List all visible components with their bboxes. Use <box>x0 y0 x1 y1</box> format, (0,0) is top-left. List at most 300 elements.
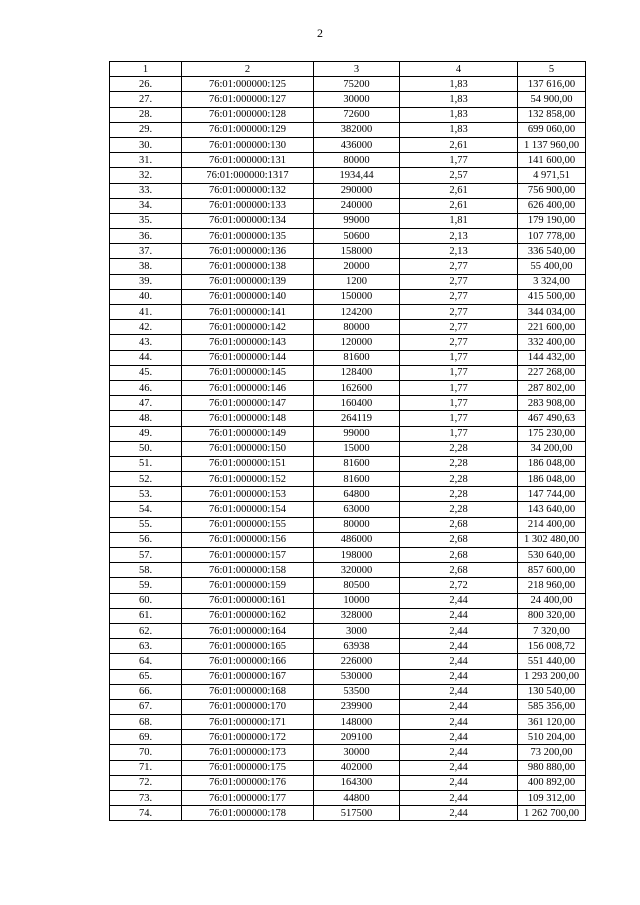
table-row <box>110 502 586 517</box>
cadastral-number-cell: 76:01:000000:151 <box>182 456 314 471</box>
amount-cell: 800 320,00 <box>518 608 586 623</box>
cadastral-number-cell: 76:01:000000:154 <box>182 502 314 517</box>
cadastral-number-cell: 76:01:000000:165 <box>182 639 314 654</box>
table-row <box>110 623 586 638</box>
amount-cell: 55 400,00 <box>518 259 586 274</box>
row-number-cell: 67. <box>110 699 182 714</box>
table-row <box>110 791 586 806</box>
cadastral-number-cell: 76:01:000000:125 <box>182 77 314 92</box>
cadastral-number-cell: 76:01:000000:143 <box>182 335 314 350</box>
cadastral-number-cell: 76:01:000000:149 <box>182 426 314 441</box>
cadastral-number-cell: 76:01:000000:141 <box>182 305 314 320</box>
header-cell: 5 <box>518 62 586 77</box>
rate-cell: 2,61 <box>400 198 518 213</box>
amount-cell: 1 293 200,00 <box>518 669 586 684</box>
rate-cell: 1,77 <box>400 153 518 168</box>
rate-cell: 2,77 <box>400 305 518 320</box>
value-cell: 239900 <box>314 699 400 714</box>
row-number-cell: 37. <box>110 244 182 259</box>
rate-cell: 2,61 <box>400 137 518 152</box>
cadastral-number-cell: 76:01:000000:133 <box>182 198 314 213</box>
cadastral-number-cell: 76:01:000000:171 <box>182 715 314 730</box>
value-cell: 124200 <box>314 305 400 320</box>
cadastral-number-cell: 76:01:000000:132 <box>182 183 314 198</box>
amount-cell: 336 540,00 <box>518 244 586 259</box>
value-cell: 530000 <box>314 669 400 684</box>
value-cell: 63000 <box>314 502 400 517</box>
table-row <box>110 213 586 228</box>
table-row <box>110 365 586 380</box>
header-cell: 1 <box>110 62 182 77</box>
table-row <box>110 335 586 350</box>
amount-cell: 756 900,00 <box>518 183 586 198</box>
amount-cell: 109 312,00 <box>518 791 586 806</box>
rate-cell: 2,44 <box>400 715 518 730</box>
amount-cell: 1 262 700,00 <box>518 806 586 821</box>
cadastral-number-cell: 76:01:000000:158 <box>182 563 314 578</box>
row-number-cell: 31. <box>110 153 182 168</box>
cadastral-number-cell: 76:01:000000:167 <box>182 669 314 684</box>
cadastral-number-cell: 76:01:000000:148 <box>182 411 314 426</box>
table-row <box>110 320 586 335</box>
row-number-cell: 68. <box>110 715 182 730</box>
value-cell: 486000 <box>314 532 400 547</box>
amount-cell: 214 400,00 <box>518 517 586 532</box>
table-row <box>110 745 586 760</box>
table-row <box>110 244 586 259</box>
value-cell: 320000 <box>314 563 400 578</box>
rate-cell: 1,83 <box>400 77 518 92</box>
value-cell: 30000 <box>314 92 400 107</box>
row-number-cell: 74. <box>110 806 182 821</box>
table-row <box>110 578 586 593</box>
amount-cell: 530 640,00 <box>518 548 586 563</box>
value-cell: 128400 <box>314 365 400 380</box>
rate-cell: 1,81 <box>400 213 518 228</box>
cadastral-number-cell: 76:01:000000:146 <box>182 380 314 395</box>
amount-cell: 4 971,51 <box>518 168 586 183</box>
rate-cell: 2,44 <box>400 654 518 669</box>
row-number-cell: 72. <box>110 775 182 790</box>
table-header-row <box>110 62 586 77</box>
table-row <box>110 730 586 745</box>
data-table <box>109 61 586 821</box>
table-row <box>110 532 586 547</box>
header-cell: 3 <box>314 62 400 77</box>
rate-cell: 2,77 <box>400 320 518 335</box>
cadastral-number-cell: 76:01:000000:131 <box>182 153 314 168</box>
value-cell: 290000 <box>314 183 400 198</box>
table-row <box>110 122 586 137</box>
rate-cell: 2,68 <box>400 548 518 563</box>
cadastral-number-cell: 76:01:000000:144 <box>182 350 314 365</box>
rate-cell: 2,44 <box>400 775 518 790</box>
row-number-cell: 60. <box>110 593 182 608</box>
row-number-cell: 29. <box>110 122 182 137</box>
table-row <box>110 168 586 183</box>
table-row <box>110 380 586 395</box>
cadastral-number-cell: 76:01:000000:157 <box>182 548 314 563</box>
amount-cell: 73 200,00 <box>518 745 586 760</box>
row-number-cell: 36. <box>110 229 182 244</box>
amount-cell: 585 356,00 <box>518 699 586 714</box>
cadastral-number-cell: 76:01:000000:134 <box>182 213 314 228</box>
row-number-cell: 48. <box>110 411 182 426</box>
amount-cell: 156 008,72 <box>518 639 586 654</box>
rate-cell: 2,44 <box>400 593 518 608</box>
row-number-cell: 53. <box>110 487 182 502</box>
value-cell: 162600 <box>314 380 400 395</box>
amount-cell: 186 048,00 <box>518 472 586 487</box>
value-cell: 63938 <box>314 639 400 654</box>
amount-cell: 3 324,00 <box>518 274 586 289</box>
amount-cell: 107 778,00 <box>518 229 586 244</box>
rate-cell: 2,28 <box>400 456 518 471</box>
rate-cell: 2,13 <box>400 229 518 244</box>
amount-cell: 144 432,00 <box>518 350 586 365</box>
value-cell: 53500 <box>314 684 400 699</box>
row-number-cell: 47. <box>110 396 182 411</box>
table-row <box>110 350 586 365</box>
row-number-cell: 27. <box>110 92 182 107</box>
rate-cell: 1,77 <box>400 350 518 365</box>
cadastral-number-cell: 76:01:000000:130 <box>182 137 314 152</box>
amount-cell: 1 137 960,00 <box>518 137 586 152</box>
rate-cell: 1,83 <box>400 122 518 137</box>
rate-cell: 1,77 <box>400 426 518 441</box>
row-number-cell: 33. <box>110 183 182 198</box>
value-cell: 436000 <box>314 137 400 152</box>
table-row <box>110 456 586 471</box>
value-cell: 99000 <box>314 426 400 441</box>
rate-cell: 1,77 <box>400 380 518 395</box>
value-cell: 264119 <box>314 411 400 426</box>
row-number-cell: 62. <box>110 623 182 638</box>
rate-cell: 2,44 <box>400 639 518 654</box>
row-number-cell: 58. <box>110 563 182 578</box>
value-cell: 80000 <box>314 517 400 532</box>
value-cell: 198000 <box>314 548 400 563</box>
cadastral-number-cell: 76:01:000000:175 <box>182 760 314 775</box>
table-row <box>110 153 586 168</box>
rate-cell: 2,44 <box>400 745 518 760</box>
amount-cell: 130 540,00 <box>518 684 586 699</box>
amount-cell: 332 400,00 <box>518 335 586 350</box>
cadastral-number-cell: 76:01:000000:156 <box>182 532 314 547</box>
amount-cell: 510 204,00 <box>518 730 586 745</box>
row-number-cell: 56. <box>110 532 182 547</box>
cadastral-number-cell: 76:01:000000:135 <box>182 229 314 244</box>
amount-cell: 699 060,00 <box>518 122 586 137</box>
table-row <box>110 107 586 122</box>
row-number-cell: 71. <box>110 760 182 775</box>
amount-cell: 147 744,00 <box>518 487 586 502</box>
row-number-cell: 26. <box>110 77 182 92</box>
rate-cell: 2,68 <box>400 532 518 547</box>
amount-cell: 467 490,63 <box>518 411 586 426</box>
row-number-cell: 55. <box>110 517 182 532</box>
rate-cell: 2,44 <box>400 699 518 714</box>
table-row <box>110 229 586 244</box>
amount-cell: 221 600,00 <box>518 320 586 335</box>
value-cell: 328000 <box>314 608 400 623</box>
value-cell: 150000 <box>314 289 400 304</box>
amount-cell: 143 640,00 <box>518 502 586 517</box>
amount-cell: 186 048,00 <box>518 456 586 471</box>
rate-cell: 2,44 <box>400 760 518 775</box>
table-row <box>110 259 586 274</box>
row-number-cell: 50. <box>110 441 182 456</box>
row-number-cell: 61. <box>110 608 182 623</box>
row-number-cell: 39. <box>110 274 182 289</box>
value-cell: 81600 <box>314 456 400 471</box>
cadastral-number-cell: 76:01:000000:155 <box>182 517 314 532</box>
value-cell: 158000 <box>314 244 400 259</box>
table-row <box>110 775 586 790</box>
table-body <box>110 62 586 821</box>
cadastral-number-cell: 76:01:000000:147 <box>182 396 314 411</box>
value-cell: 1934,44 <box>314 168 400 183</box>
amount-cell: 141 600,00 <box>518 153 586 168</box>
table-row <box>110 426 586 441</box>
table-row <box>110 806 586 821</box>
value-cell: 209100 <box>314 730 400 745</box>
table-row <box>110 563 586 578</box>
row-number-cell: 65. <box>110 669 182 684</box>
rate-cell: 2,44 <box>400 684 518 699</box>
value-cell: 72600 <box>314 107 400 122</box>
rate-cell: 2,44 <box>400 806 518 821</box>
header-cell: 2 <box>182 62 314 77</box>
value-cell: 382000 <box>314 122 400 137</box>
row-number-cell: 51. <box>110 456 182 471</box>
cadastral-number-cell: 76:01:000000:136 <box>182 244 314 259</box>
rate-cell: 2,68 <box>400 517 518 532</box>
amount-cell: 1 302 480,00 <box>518 532 586 547</box>
value-cell: 240000 <box>314 198 400 213</box>
row-number-cell: 66. <box>110 684 182 699</box>
value-cell: 1200 <box>314 274 400 289</box>
cadastral-number-cell: 76:01:000000:140 <box>182 289 314 304</box>
table-row <box>110 608 586 623</box>
rate-cell: 2,13 <box>400 244 518 259</box>
row-number-cell: 70. <box>110 745 182 760</box>
row-number-cell: 35. <box>110 213 182 228</box>
amount-cell: 400 892,00 <box>518 775 586 790</box>
header-cell: 4 <box>400 62 518 77</box>
cadastral-number-cell: 76:01:000000:1317 <box>182 168 314 183</box>
amount-cell: 626 400,00 <box>518 198 586 213</box>
value-cell: 81600 <box>314 350 400 365</box>
cadastral-number-cell: 76:01:000000:127 <box>182 92 314 107</box>
table-row <box>110 396 586 411</box>
row-number-cell: 30. <box>110 137 182 152</box>
amount-cell: 179 190,00 <box>518 213 586 228</box>
row-number-cell: 28. <box>110 107 182 122</box>
table-row <box>110 669 586 684</box>
table-row <box>110 699 586 714</box>
row-number-cell: 73. <box>110 791 182 806</box>
row-number-cell: 57. <box>110 548 182 563</box>
amount-cell: 344 034,00 <box>518 305 586 320</box>
cadastral-number-cell: 76:01:000000:177 <box>182 791 314 806</box>
table-row <box>110 548 586 563</box>
rate-cell: 2,72 <box>400 578 518 593</box>
rate-cell: 2,28 <box>400 487 518 502</box>
amount-cell: 218 960,00 <box>518 578 586 593</box>
value-cell: 30000 <box>314 745 400 760</box>
amount-cell: 34 200,00 <box>518 441 586 456</box>
row-number-cell: 54. <box>110 502 182 517</box>
row-number-cell: 42. <box>110 320 182 335</box>
value-cell: 50600 <box>314 229 400 244</box>
table-row <box>110 517 586 532</box>
cadastral-number-cell: 76:01:000000:128 <box>182 107 314 122</box>
row-number-cell: 41. <box>110 305 182 320</box>
cadastral-number-cell: 76:01:000000:129 <box>182 122 314 137</box>
table-row <box>110 760 586 775</box>
table-row <box>110 137 586 152</box>
row-number-cell: 43. <box>110 335 182 350</box>
rate-cell: 1,83 <box>400 107 518 122</box>
table-row <box>110 654 586 669</box>
rate-cell: 2,61 <box>400 183 518 198</box>
rate-cell: 1,77 <box>400 396 518 411</box>
table-row <box>110 411 586 426</box>
cadastral-number-cell: 76:01:000000:173 <box>182 745 314 760</box>
value-cell: 75200 <box>314 77 400 92</box>
table-row <box>110 305 586 320</box>
cadastral-number-cell: 76:01:000000:152 <box>182 472 314 487</box>
table-row <box>110 198 586 213</box>
rate-cell: 2,57 <box>400 168 518 183</box>
amount-cell: 361 120,00 <box>518 715 586 730</box>
amount-cell: 227 268,00 <box>518 365 586 380</box>
table-row <box>110 684 586 699</box>
rate-cell: 2,77 <box>400 259 518 274</box>
row-number-cell: 69. <box>110 730 182 745</box>
amount-cell: 857 600,00 <box>518 563 586 578</box>
cadastral-number-cell: 76:01:000000:159 <box>182 578 314 593</box>
value-cell: 226000 <box>314 654 400 669</box>
rate-cell: 2,44 <box>400 623 518 638</box>
value-cell: 44800 <box>314 791 400 806</box>
row-number-cell: 34. <box>110 198 182 213</box>
cadastral-number-cell: 76:01:000000:170 <box>182 699 314 714</box>
rate-cell: 2,44 <box>400 730 518 745</box>
row-number-cell: 32. <box>110 168 182 183</box>
rate-cell: 2,77 <box>400 335 518 350</box>
value-cell: 402000 <box>314 760 400 775</box>
cadastral-number-cell: 76:01:000000:139 <box>182 274 314 289</box>
amount-cell: 137 616,00 <box>518 77 586 92</box>
value-cell: 10000 <box>314 593 400 608</box>
cadastral-number-cell: 76:01:000000:142 <box>182 320 314 335</box>
table-row <box>110 639 586 654</box>
rate-cell: 2,77 <box>400 289 518 304</box>
value-cell: 80000 <box>314 320 400 335</box>
table-row <box>110 274 586 289</box>
value-cell: 80000 <box>314 153 400 168</box>
table-row <box>110 487 586 502</box>
row-number-cell: 40. <box>110 289 182 304</box>
value-cell: 517500 <box>314 806 400 821</box>
amount-cell: 132 858,00 <box>518 107 586 122</box>
rate-cell: 2,44 <box>400 608 518 623</box>
row-number-cell: 44. <box>110 350 182 365</box>
table-row <box>110 593 586 608</box>
row-number-cell: 46. <box>110 380 182 395</box>
rate-cell: 1,77 <box>400 365 518 380</box>
table-row <box>110 92 586 107</box>
row-number-cell: 45. <box>110 365 182 380</box>
value-cell: 64800 <box>314 487 400 502</box>
value-cell: 15000 <box>314 441 400 456</box>
value-cell: 120000 <box>314 335 400 350</box>
amount-cell: 415 500,00 <box>518 289 586 304</box>
amount-cell: 175 230,00 <box>518 426 586 441</box>
rate-cell: 1,77 <box>400 411 518 426</box>
cadastral-number-cell: 76:01:000000:164 <box>182 623 314 638</box>
cadastral-number-cell: 76:01:000000:178 <box>182 806 314 821</box>
value-cell: 99000 <box>314 213 400 228</box>
value-cell: 80500 <box>314 578 400 593</box>
row-number-cell: 64. <box>110 654 182 669</box>
cadastral-number-cell: 76:01:000000:166 <box>182 654 314 669</box>
rate-cell: 2,68 <box>400 563 518 578</box>
amount-cell: 283 908,00 <box>518 396 586 411</box>
rate-cell: 2,44 <box>400 669 518 684</box>
value-cell: 20000 <box>314 259 400 274</box>
amount-cell: 287 802,00 <box>518 380 586 395</box>
table-row <box>110 441 586 456</box>
value-cell: 81600 <box>314 472 400 487</box>
cadastral-number-cell: 76:01:000000:172 <box>182 730 314 745</box>
table-row <box>110 183 586 198</box>
amount-cell: 54 900,00 <box>518 92 586 107</box>
value-cell: 164300 <box>314 775 400 790</box>
rate-cell: 2,77 <box>400 274 518 289</box>
row-number-cell: 52. <box>110 472 182 487</box>
amount-cell: 24 400,00 <box>518 593 586 608</box>
amount-cell: 980 880,00 <box>518 760 586 775</box>
rate-cell: 2,28 <box>400 472 518 487</box>
amount-cell: 7 320,00 <box>518 623 586 638</box>
value-cell: 148000 <box>314 715 400 730</box>
table-row <box>110 472 586 487</box>
table-row <box>110 289 586 304</box>
cadastral-number-cell: 76:01:000000:145 <box>182 365 314 380</box>
rate-cell: 1,83 <box>400 92 518 107</box>
amount-cell: 551 440,00 <box>518 654 586 669</box>
row-number-cell: 49. <box>110 426 182 441</box>
cadastral-number-cell: 76:01:000000:150 <box>182 441 314 456</box>
rate-cell: 2,28 <box>400 441 518 456</box>
row-number-cell: 59. <box>110 578 182 593</box>
table-row <box>110 715 586 730</box>
cadastral-number-cell: 76:01:000000:176 <box>182 775 314 790</box>
cadastral-number-cell: 76:01:000000:161 <box>182 593 314 608</box>
row-number-cell: 63. <box>110 639 182 654</box>
value-cell: 3000 <box>314 623 400 638</box>
rate-cell: 2,44 <box>400 791 518 806</box>
cadastral-number-cell: 76:01:000000:138 <box>182 259 314 274</box>
page-number: 2 <box>317 26 323 40</box>
value-cell: 160400 <box>314 396 400 411</box>
cadastral-number-cell: 76:01:000000:162 <box>182 608 314 623</box>
table-row <box>110 77 586 92</box>
row-number-cell: 38. <box>110 259 182 274</box>
